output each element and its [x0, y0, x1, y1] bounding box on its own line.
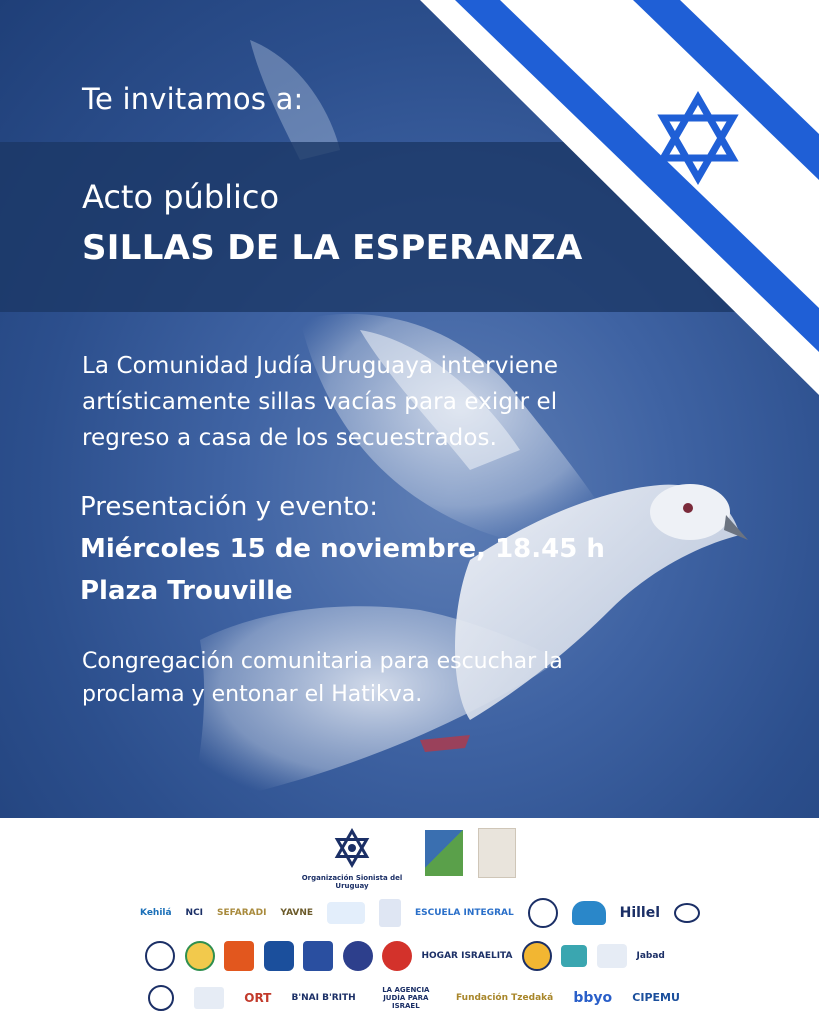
partner-logo — [382, 941, 412, 971]
partner-logo: Kehilá — [140, 908, 172, 918]
description-line: artísticamente sillas vacías para exigir el — [82, 389, 558, 415]
partner-logo — [572, 901, 606, 925]
partner-logo — [194, 987, 224, 1009]
event-place: Plaza Trouville — [80, 576, 293, 606]
partner-logo — [264, 941, 294, 971]
sponsor-footer — [0, 818, 819, 1024]
main-org-logo — [292, 828, 412, 890]
description-line: regreso a casa de los secuestrados. — [82, 425, 498, 451]
partner-logo — [522, 941, 552, 971]
star-of-david-icon — [332, 828, 372, 868]
main-org-name: Organización Sionista del Uruguay — [301, 874, 403, 890]
partner-logo: Hillel — [619, 904, 661, 921]
logo-row-2 — [145, 938, 665, 974]
partner-logo: Fundación Tzedaká — [455, 993, 554, 1003]
event-name: SILLAS DE LA ESPERANZA — [82, 228, 583, 268]
partner-logo — [343, 941, 373, 971]
partner-logo — [224, 941, 254, 971]
partner-logo: B'NAI B'RITH — [291, 993, 356, 1003]
partner-logo: LA AGENCIA JUDÍA PARA ISRAEL — [382, 986, 430, 1010]
presentation-label: Presentación y evento: — [80, 492, 379, 522]
event-date-time: Miércoles 15 de noviembre, 18.45 h — [80, 534, 605, 564]
logo-row-1 — [140, 896, 700, 930]
partner-logo: HOGAR ISRAELITA — [421, 951, 513, 961]
congregation-line: Congregación comunitaria para escuchar la — [82, 649, 563, 674]
partner-logo: CIPEMU — [632, 991, 680, 1004]
partner-logo: bbyo — [573, 989, 613, 1006]
partner-logo — [478, 828, 516, 878]
logo-row-3 — [148, 982, 680, 1014]
partner-logo — [327, 902, 365, 924]
invite-intro: Te invitamos a: — [82, 82, 304, 116]
partner-logo — [561, 945, 587, 967]
partner-logo — [674, 903, 700, 923]
partner-logo: ESCUELA INTEGRAL — [414, 908, 514, 918]
congregation-line: proclama y entonar el Hatikva. — [82, 682, 423, 707]
description-line: La Comunidad Judía Uruguaya interviene — [82, 353, 559, 379]
partner-logo — [597, 944, 627, 968]
partner-logo: ORT — [244, 991, 272, 1005]
partner-logo: NCI — [185, 908, 204, 918]
partner-logo — [148, 985, 174, 1011]
partner-logo — [185, 941, 215, 971]
partner-logo: Jabad — [636, 951, 665, 961]
event-type: Acto público — [82, 178, 280, 216]
partner-logo — [528, 898, 558, 928]
partner-logo — [425, 830, 463, 876]
partner-logo: YAVNE — [280, 908, 314, 918]
partner-logo: SEFARADI — [217, 908, 267, 918]
partner-logo — [145, 941, 175, 971]
partner-logo — [303, 941, 333, 971]
partner-logo — [379, 899, 401, 927]
